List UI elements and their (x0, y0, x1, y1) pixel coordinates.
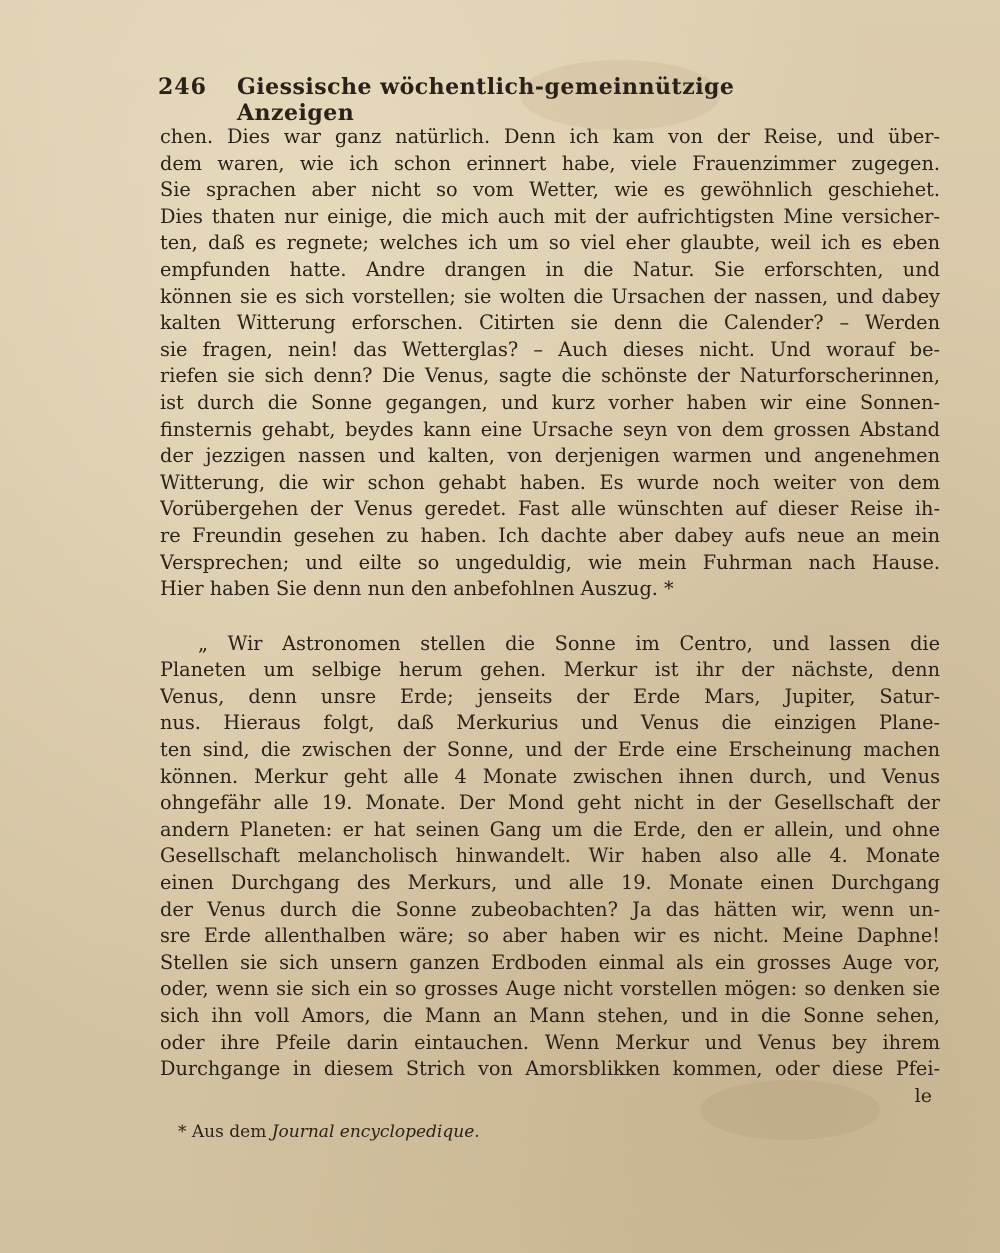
footnote-marker: * Aus dem (178, 1122, 267, 1142)
text-line: Durchgange in diesem Strich von Amorsblikken kommen, oder diese Pfei- (160, 1057, 940, 1081)
text-line: sie fragen, nein! das Wetterglas? – Auch dieses nicht. Und worauf be- (160, 337, 940, 361)
text-line: empfunden hatte. Andre drangen in die Natur. Sie erforschten, und (160, 257, 940, 281)
text-line: Hier haben Sie denn nun den anbefohlnen Auszug. * (160, 577, 674, 601)
text-line: der Venus durch die Sonne zubeobachten? Ja das hätten wir, wenn un- (160, 897, 940, 921)
text-line: sre Erde allenthalben wäre; so aber haben wir es nicht. Meine Daphne! (160, 924, 940, 948)
text-line: riefen sie sich denn? Die Venus, sagte die schönste der Naturforscherinnen, (160, 364, 940, 388)
text-line: sich ihn voll Amors, die Mann an Mann stehen, und in die Sonne sehen, (160, 1004, 940, 1027)
text-line: können. Merkur geht alle 4 Monate zwischen ihnen durch, und Venus (160, 764, 940, 788)
catchword: le (914, 1084, 932, 1107)
text-line: „ Wir Astronomen stellen die Sonne im Centro, und lassen die (198, 631, 940, 655)
text-line: Dies thaten nur einige, die mich auch mit der aufrichtigsten Mine versicher- (160, 204, 940, 228)
footnote (178, 1122, 480, 1142)
text-line: re Freundin gesehen zu haben. Ich dachte aber dabey aufs neue an mein (160, 523, 940, 547)
text-line: ist durch die Sonne gegangen, und kurz vorher haben wir eine Sonnen- (160, 390, 940, 414)
text-line: Venus, denn unsre Erde; jenseits der Erde Mars, Jupiter, Satur- (160, 684, 940, 708)
body-text (160, 124, 940, 1109)
text-line: kalten Witterung erforschen. Citirten sie denn die Calender? – Werden (160, 311, 940, 335)
text-line: Planeten um selbige herum gehen. Merkur ist ihr der nächste, denn (160, 658, 940, 682)
text-line: Gesellschaft melancholisch hinwandelt. Wir haben also alle 4. Monate (160, 844, 940, 868)
running-title: Giessische wöchentlich-gemeinnützige Anzeigen (236, 74, 735, 126)
footnote-source: Journal encyclopedique. (271, 1122, 480, 1142)
text-line: der jezzigen nassen und kalten, von derjenigen warmen und angenehmen (160, 444, 940, 468)
text-line: nus. Hieraus folgt, daß Merkurius und Venus die einzigen Plane- (160, 711, 940, 735)
text-line: Sie sprachen aber nicht so vom Wetter, wie es gewöhnlich geschiehet. (160, 178, 940, 202)
text-line: einen Durchgang des Merkurs, und alle 19. Monate einen Durchgang (160, 871, 940, 895)
paragraph-2 (160, 631, 940, 1083)
text-line: Vorübergehen der Venus geredet. Fast alle wünschten auf dieser Reise ih- (160, 497, 940, 521)
text-line: oder ihre Pfeile darin eintauchen. Wenn Merkur und Venus bey ihrem (160, 1030, 940, 1054)
text-line: können sie es sich vorstellen; sie wolten die Ursachen der nassen, und dabey (160, 284, 940, 308)
text-line: ten sind, die zwischen der Sonne, und der Erde eine Erscheinung machen (160, 738, 940, 762)
text-line: andern Planeten: er hat seinen Gang um die Erde, den er allein, und ohne (160, 817, 940, 841)
page-header (158, 74, 848, 126)
text-line: finsternis gehabt, beydes kann eine Ursache seyn von dem grossen Abstand (160, 417, 940, 441)
text-line: oder, wenn sie sich ein so grosses Auge nicht vorstellen mögen: so denken sie (160, 977, 940, 1001)
text-line: Witterung, die wir schon gehabt haben. Es wurde noch weiter von dem (160, 470, 940, 494)
paragraph-1 (160, 124, 940, 603)
paragraph-gap (160, 603, 940, 631)
text-line: ohngefähr alle 19. Monate. Der Mond geht nicht in der Gesellschaft der (160, 791, 940, 815)
text-line: Stellen sie sich unsern ganzen Erdboden einmal als ein grosses Auge vor, (160, 950, 940, 974)
text-line: ten, daß es regnete; welches ich um so viel eher glaubte, weil ich es eben (160, 231, 940, 255)
text-line: Versprechen; und eilte so ungeduldig, wie mein Fuhrman nach Hause. (160, 550, 940, 574)
text-line: chen. Dies war ganz natürlich. Denn ich kam von der Reise, und über- (160, 125, 940, 148)
page-number: 246 (158, 74, 207, 100)
text-line: dem waren, wie ich schon erinnert habe, viele Frauenzimmer zugegen. (160, 151, 940, 175)
